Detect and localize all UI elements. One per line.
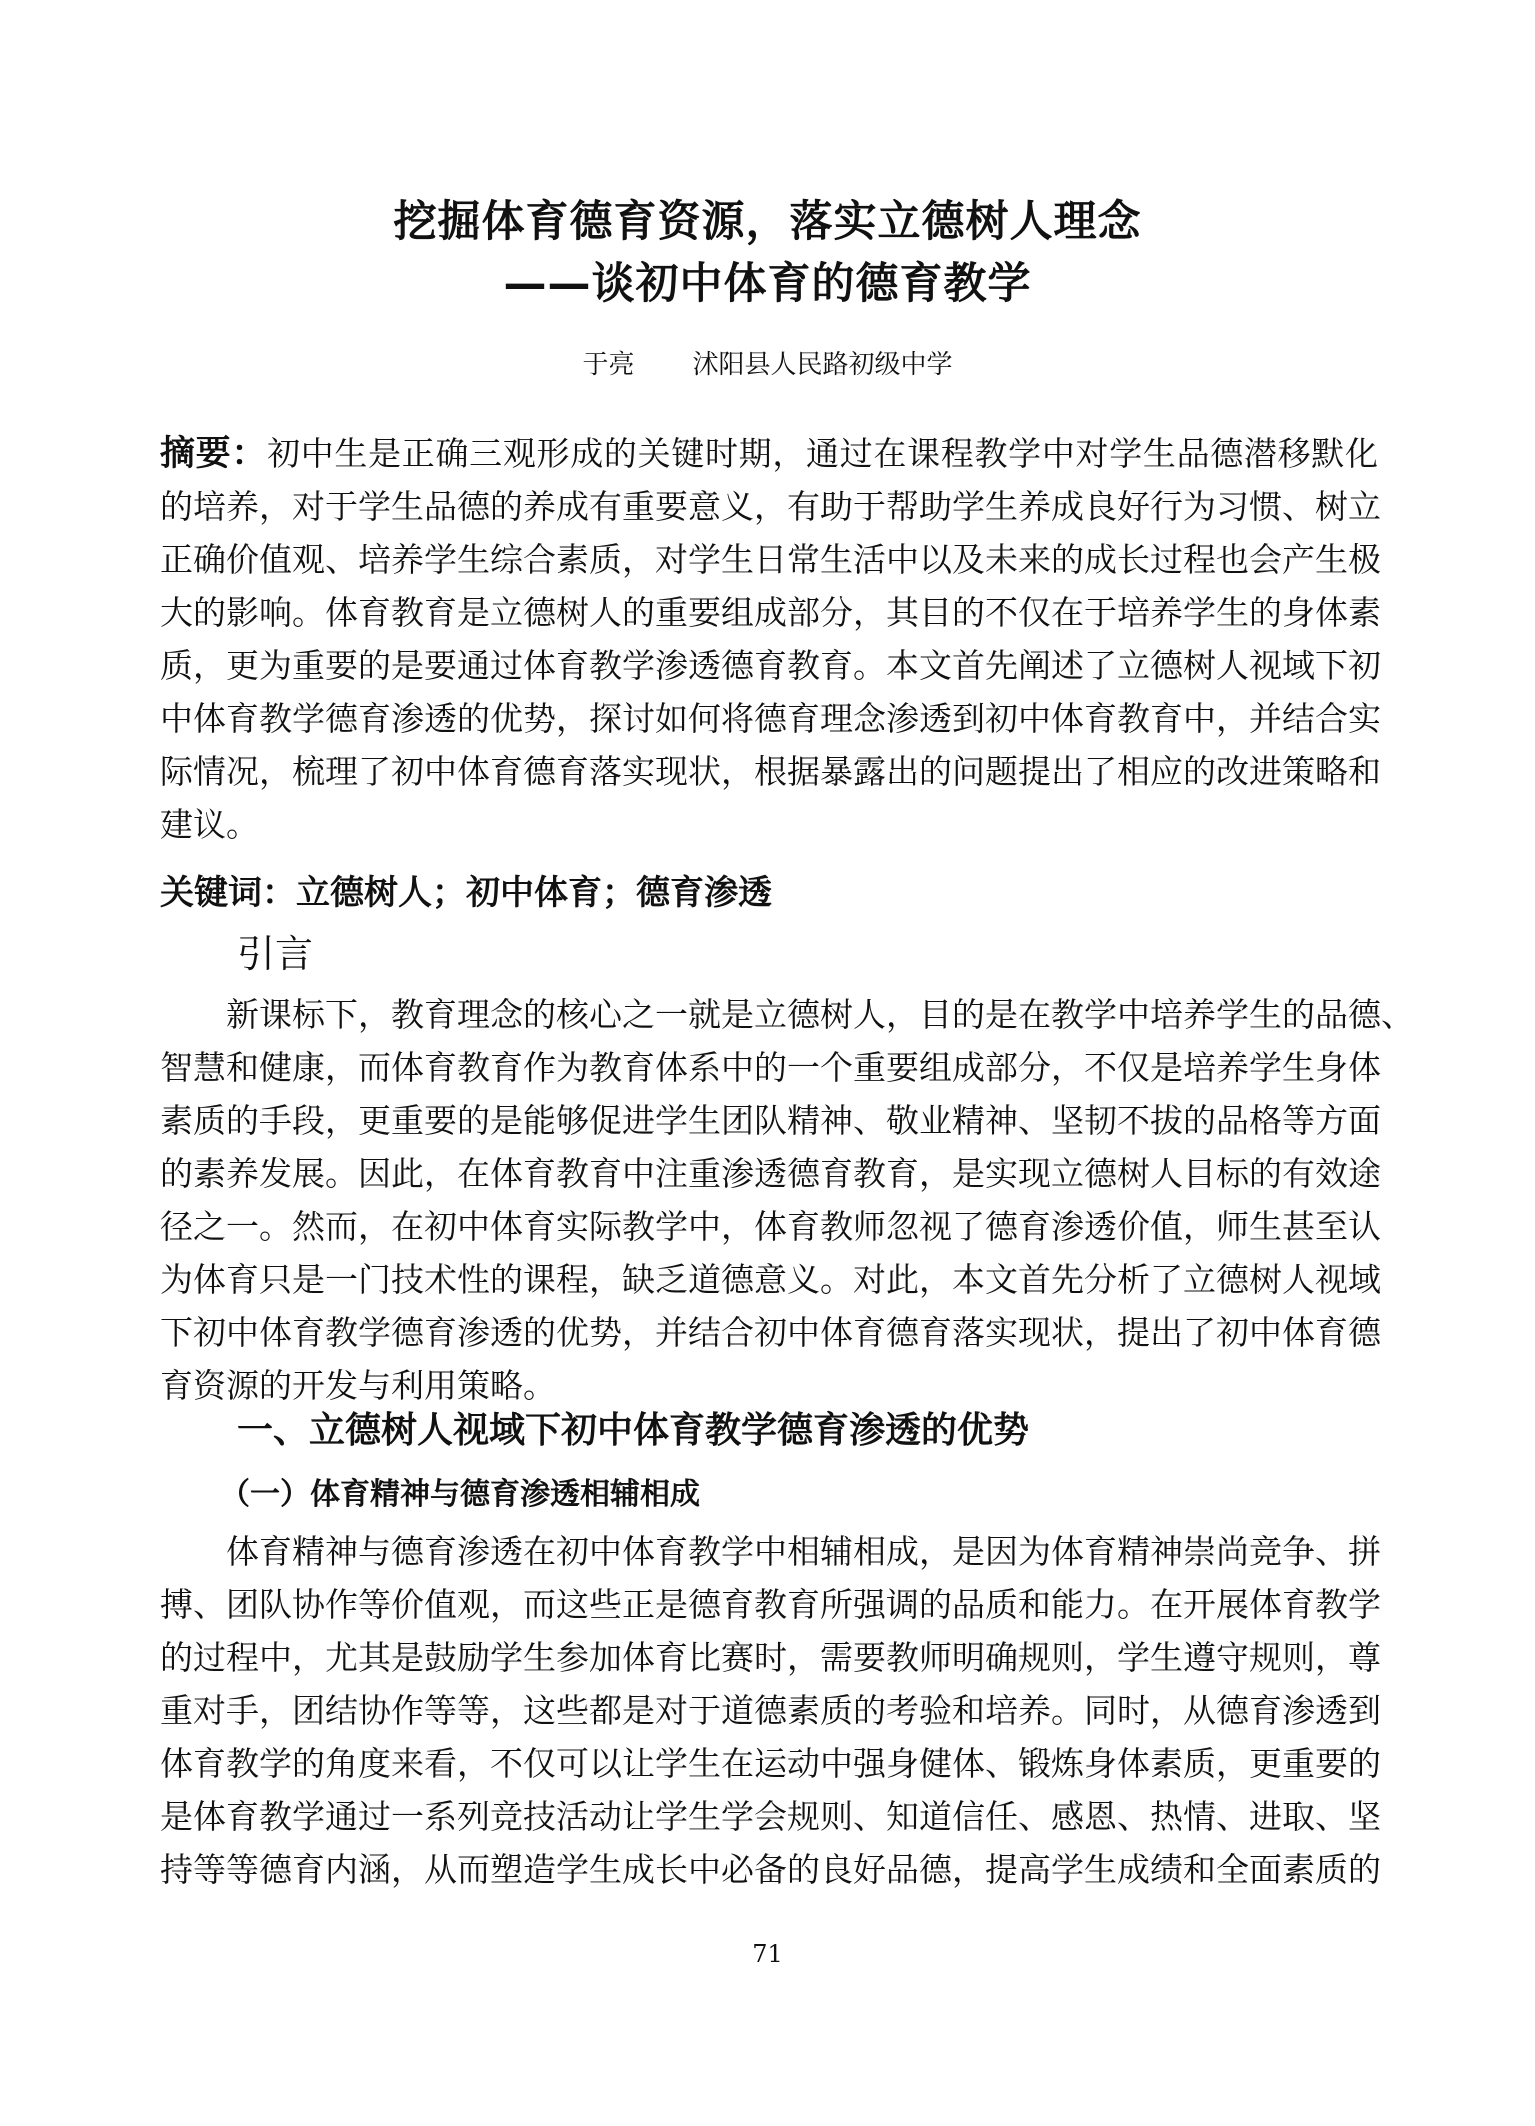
author-line bbox=[0, 347, 1535, 383]
section-line: 的过程中，尤其是鼓励学生参加体育比赛时，需要教师明确规则，学生遵守规则，尊 bbox=[160, 1638, 1381, 1677]
intro-line: 的素养发展。因此，在体育教育中注重渗透德育教育，是实现立德树人目标的有效途 bbox=[160, 1154, 1381, 1193]
abstract-line: 大的影响。体育教育是立德树人的重要组成部分，其目的不仅在于培养学生的身体素 bbox=[160, 593, 1381, 632]
paper-subtitle: ——谈初中体育的德育教学 bbox=[503, 259, 1032, 309]
intro-line: 为体育只是一门技术性的课程，缺乏道德意义。对此，本文首先分析了立德树人视域 bbox=[160, 1260, 1381, 1299]
abstract-line: 正确价值观、培养学生综合素质，对学生日常生活中以及未来的成长过程也会产生极 bbox=[160, 540, 1381, 579]
paper-title: 挖掘体育德育资源，落实立德树人理念 bbox=[393, 197, 1142, 247]
author-name: 于亮 bbox=[582, 350, 635, 380]
intro-paragraph bbox=[160, 988, 1414, 1412]
abstract-line: 的培养，对于学生品德的养成有重要意义，有助于帮助学生养成良好行为习惯、树立 bbox=[160, 487, 1381, 526]
section-line: 搏、团队协作等价值观，而这些正是德育教育所强调的品质和能力。在开展体育教学 bbox=[160, 1585, 1381, 1624]
intro-line: 径之一。然而，在初中体育实际教学中，体育教师忽视了德育渗透价值，师生甚至认 bbox=[160, 1207, 1381, 1246]
author-affiliation: 沭阳县人民路初级中学 bbox=[692, 350, 953, 380]
section-line: 是体育教学通过一系列竞技活动让学生学会规则、知道信任、感恩、热情、进取、坚 bbox=[160, 1797, 1381, 1836]
abstract-label: 摘要： bbox=[160, 434, 268, 474]
abstract bbox=[160, 427, 1381, 851]
intro-line: 下初中体育教学德育渗透的优势，并结合初中体育德育落实现状，提出了初中体育德 bbox=[160, 1313, 1381, 1352]
abstract-line: 建议。 bbox=[160, 805, 259, 844]
intro-line: 新课标下，教育理念的核心之一就是立德树人，目的是在教学中培养学生的品德、 bbox=[226, 995, 1414, 1034]
section-paragraph bbox=[160, 1525, 1381, 1896]
section-line: 体育教学的角度来看，不仅可以让学生在运动中强身健体、锻炼身体素质，更重要的 bbox=[160, 1744, 1381, 1783]
abstract-line: 际情况，梳理了初中体育德育落实现状，根据暴露出的问题提出了相应的改进策略和 bbox=[160, 752, 1381, 791]
intro-line: 智慧和健康，而体育教育作为教育体系中的一个重要组成部分，不仅是培养学生身体 bbox=[160, 1048, 1381, 1087]
abstract-line: 摘要：初中生是正确三观形成的关键时期，通过在课程教学中对学生品德潜移默化 bbox=[160, 434, 1378, 474]
section-line: 体育精神与德育渗透在初中体育教学中相辅相成，是因为体育精神崇尚竞争、拼 bbox=[226, 1532, 1381, 1571]
keywords: 关键词：立德树人；初中体育；德育渗透 bbox=[160, 873, 772, 913]
intro-line: 育资源的开发与利用策略。 bbox=[160, 1366, 556, 1405]
intro-line: 素质的手段，更重要的是能够促进学生团队精神、敬业精神、坚韧不拔的品格等方面 bbox=[160, 1101, 1381, 1140]
page-number: 71 bbox=[752, 1940, 783, 1968]
section-line: 持等等德育内涵，从而塑造学生成长中必备的良好品德，提高学生成绩和全面素质的 bbox=[160, 1850, 1381, 1889]
abstract-line: 质，更为重要的是要通过体育教学渗透德育教育。本文首先阐述了立德树人视域下初 bbox=[160, 646, 1381, 685]
abstract-line: 中体育教学德育渗透的优势，探讨如何将德育理念渗透到初中体育教育中，并结合实 bbox=[160, 699, 1381, 738]
intro-heading: 引言 bbox=[237, 932, 314, 976]
section-heading: 一、立德树人视域下初中体育教学德育渗透的优势 bbox=[237, 1410, 1030, 1451]
subsection-heading: （一）体育精神与德育渗透相辅相成 bbox=[220, 1477, 700, 1512]
section-line: 重对手，团结协作等等，这些都是对于道德素质的考验和培养。同时，从德育渗透到 bbox=[160, 1691, 1381, 1730]
